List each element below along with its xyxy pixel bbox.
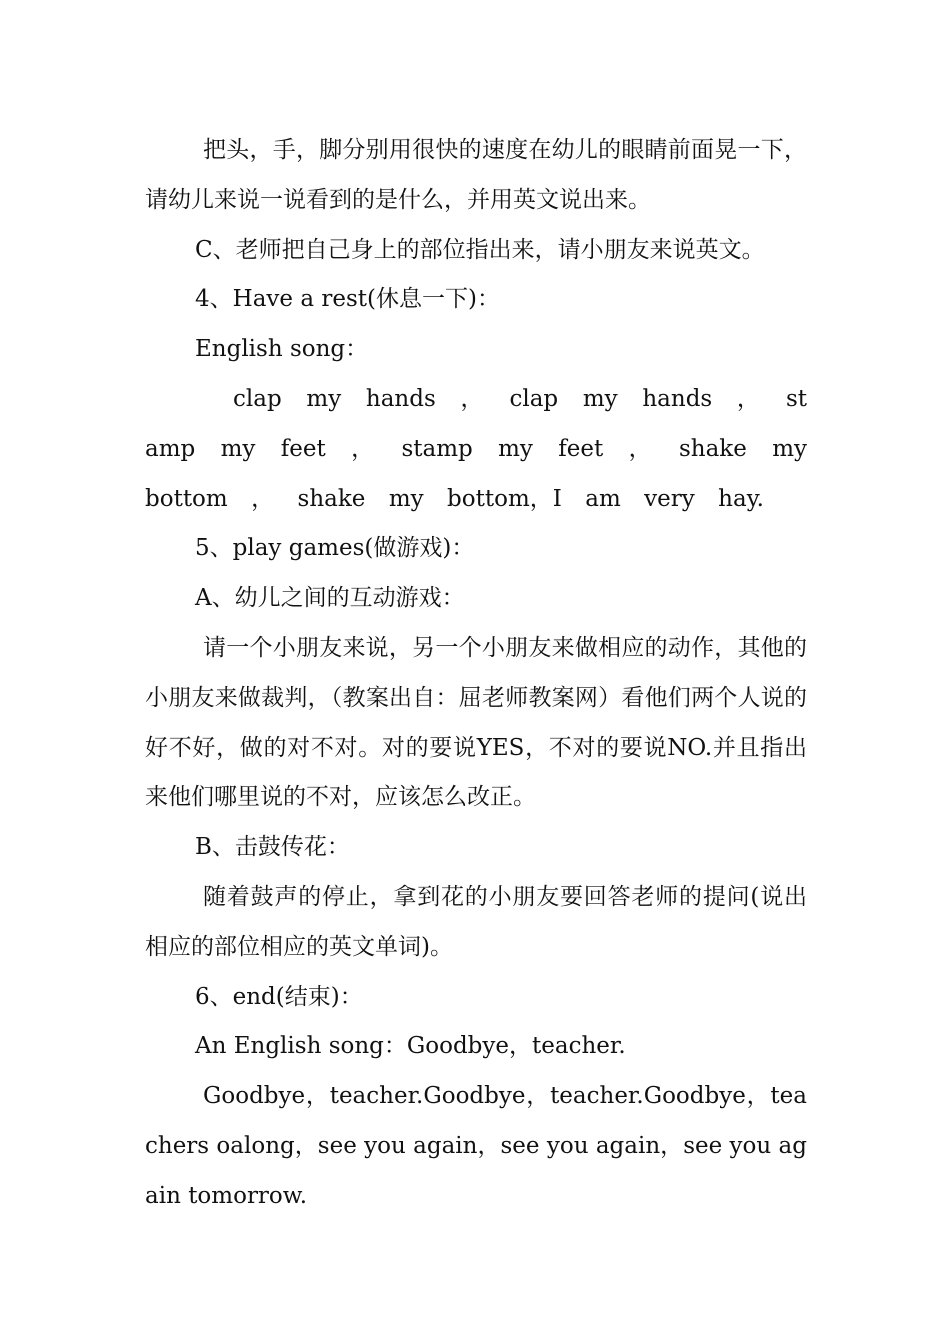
paragraph-step-c: C、老师把自己身上的部位指出来，请小朋友来说英文。 xyxy=(195,236,765,263)
document-body xyxy=(145,126,807,1222)
heading-end: 6、end(结束)： xyxy=(195,983,363,1010)
paragraph-clap-song-lyrics: clap my hands ， clap my hands ， stamp my feet ， stamp my feet ， shake my bottom ， shake my bottom，I am very hay. xyxy=(145,385,807,512)
paragraph-pass-the-flower-rules: 随着鼓声的停止，拿到花的小朋友要回答老师的提问(说出相应的部位相应的英文单词)。 xyxy=(145,883,807,960)
heading-pass-the-flower: B、击鼓传花： xyxy=(195,834,350,861)
paragraph-show-body-parts: 把头，手，脚分别用很快的速度在幼儿的眼睛前面晃一下，请幼儿来说一说看到的是什么，并用英文说出来。 xyxy=(145,137,807,213)
paragraph-game-instructions: 请一个小朋友来说，另一个小朋友来做相应的动作，其他的小朋友来做裁判，（教案出自：屈老师教案网）看他们两个人说的好不好，做的对不对。对的要说YES，不对的要说NO.并且指出来他们哪里说的不对，应该怎么改正。 xyxy=(145,634,807,811)
label-english-song: English song： xyxy=(195,336,369,363)
label-goodbye-song: An English song：Goodbye，teacher. xyxy=(195,1033,626,1060)
heading-play-games: 5、play games(做游戏)： xyxy=(195,535,475,562)
heading-interactive-game: A、幼儿之间的互动游戏： xyxy=(195,585,465,612)
paragraph-goodbye-song-lyrics: Goodbye，teacher.Goodbye，teacher.Goodbye，teachers oalong，see you again，see you again，see you again tomorrow. xyxy=(145,1083,807,1209)
heading-have-a-rest: 4、Have a rest(休息一下)： xyxy=(195,286,500,313)
